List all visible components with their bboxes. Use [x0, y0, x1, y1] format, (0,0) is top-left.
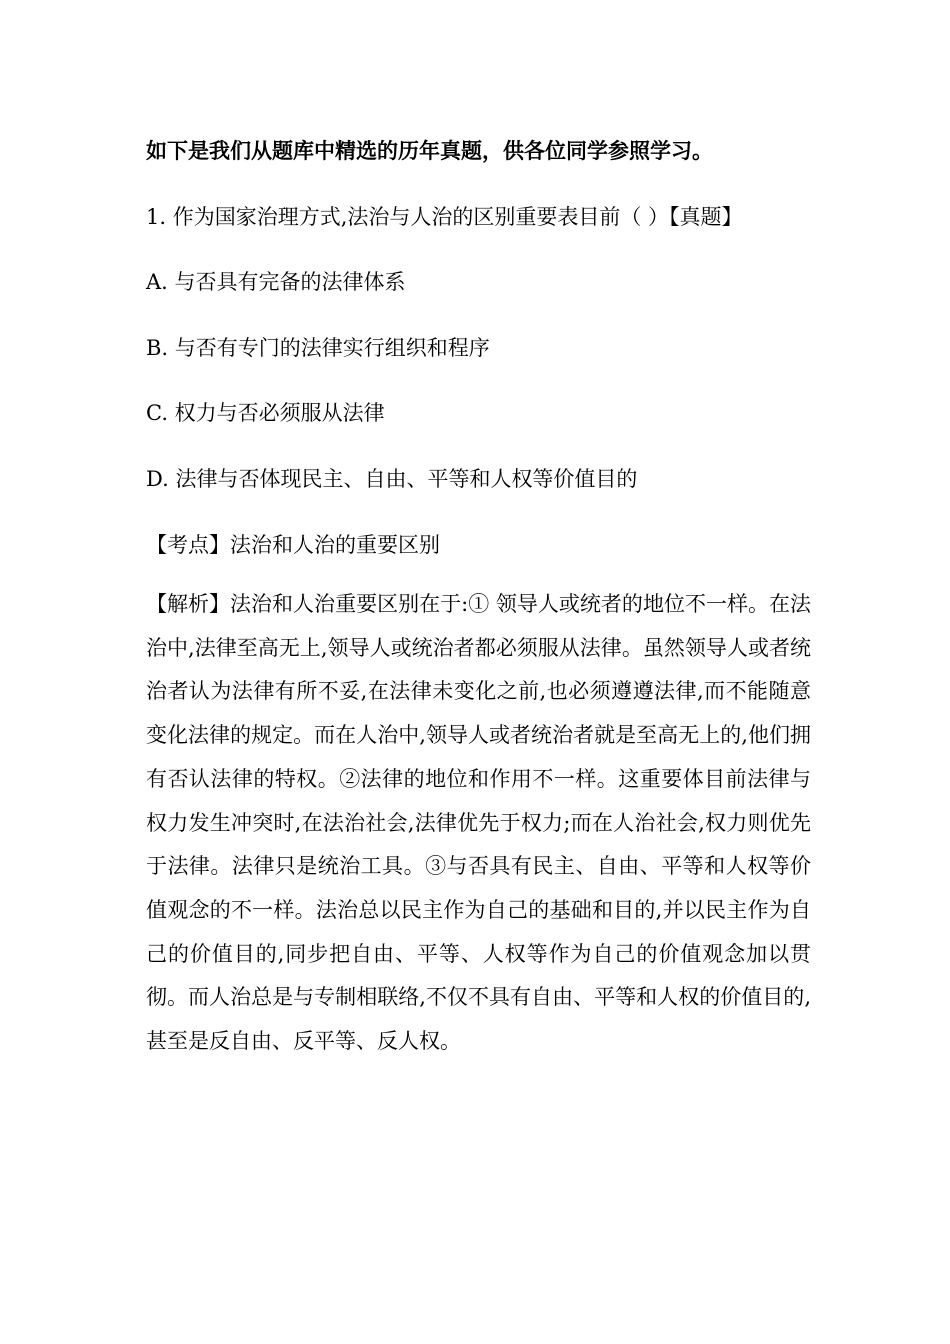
option-c: C. 权力与否必须服从法律: [146, 401, 385, 425]
key-point: 【考点】法治和人治的重要区别: [146, 533, 440, 557]
option-d: D. 法律与否体现民主、自由、平等和人权等价值目的: [146, 467, 638, 491]
option-b: B. 与否有专门的法律实行组织和程序: [146, 336, 490, 360]
question-stem: 1. 作为国家治理方式,法治与人治的区别重要表目前（ ）【真题】: [146, 205, 743, 229]
option-a: A. 与否具有完备的法律体系: [146, 270, 406, 294]
analysis-paragraph: 【解析】法治和人治重要区别在于:① 领导人或统者的地位不一样。在法治中,法律至高无上,领导人或统治者都必须服从法律。虽然领导人或者统治者认为法律有所不妥,在法律未变化之前,也必须遵遵法律,而不能随意变化法律的规定。而在人治中,领导人或者统治者就是至高无上的,他们拥有否认法律的特权。②法律的地位和作用不一样。这重要体目前法律与权力发生冲突时,在法治社会,法律优先于权力;而在人治社会,权力则优先于法律。法律只是统治工具。③与否具有民主、自由、平等和人权等价值观念的不一样。法治总以民主作为自己的基础和目的,并以民主作为自己的价值目的,同步把自由、平等、人权等作为自己的价值观念加以贯彻。而人治总是与专制相联络,不仅不具有自由、平等和人权的价值目的,甚至是反自由、反平等、反人权。: [146, 592, 811, 1054]
intro-text: 如下是我们从题库中精选的历年真题，供各位同学参照学习。: [146, 138, 713, 163]
